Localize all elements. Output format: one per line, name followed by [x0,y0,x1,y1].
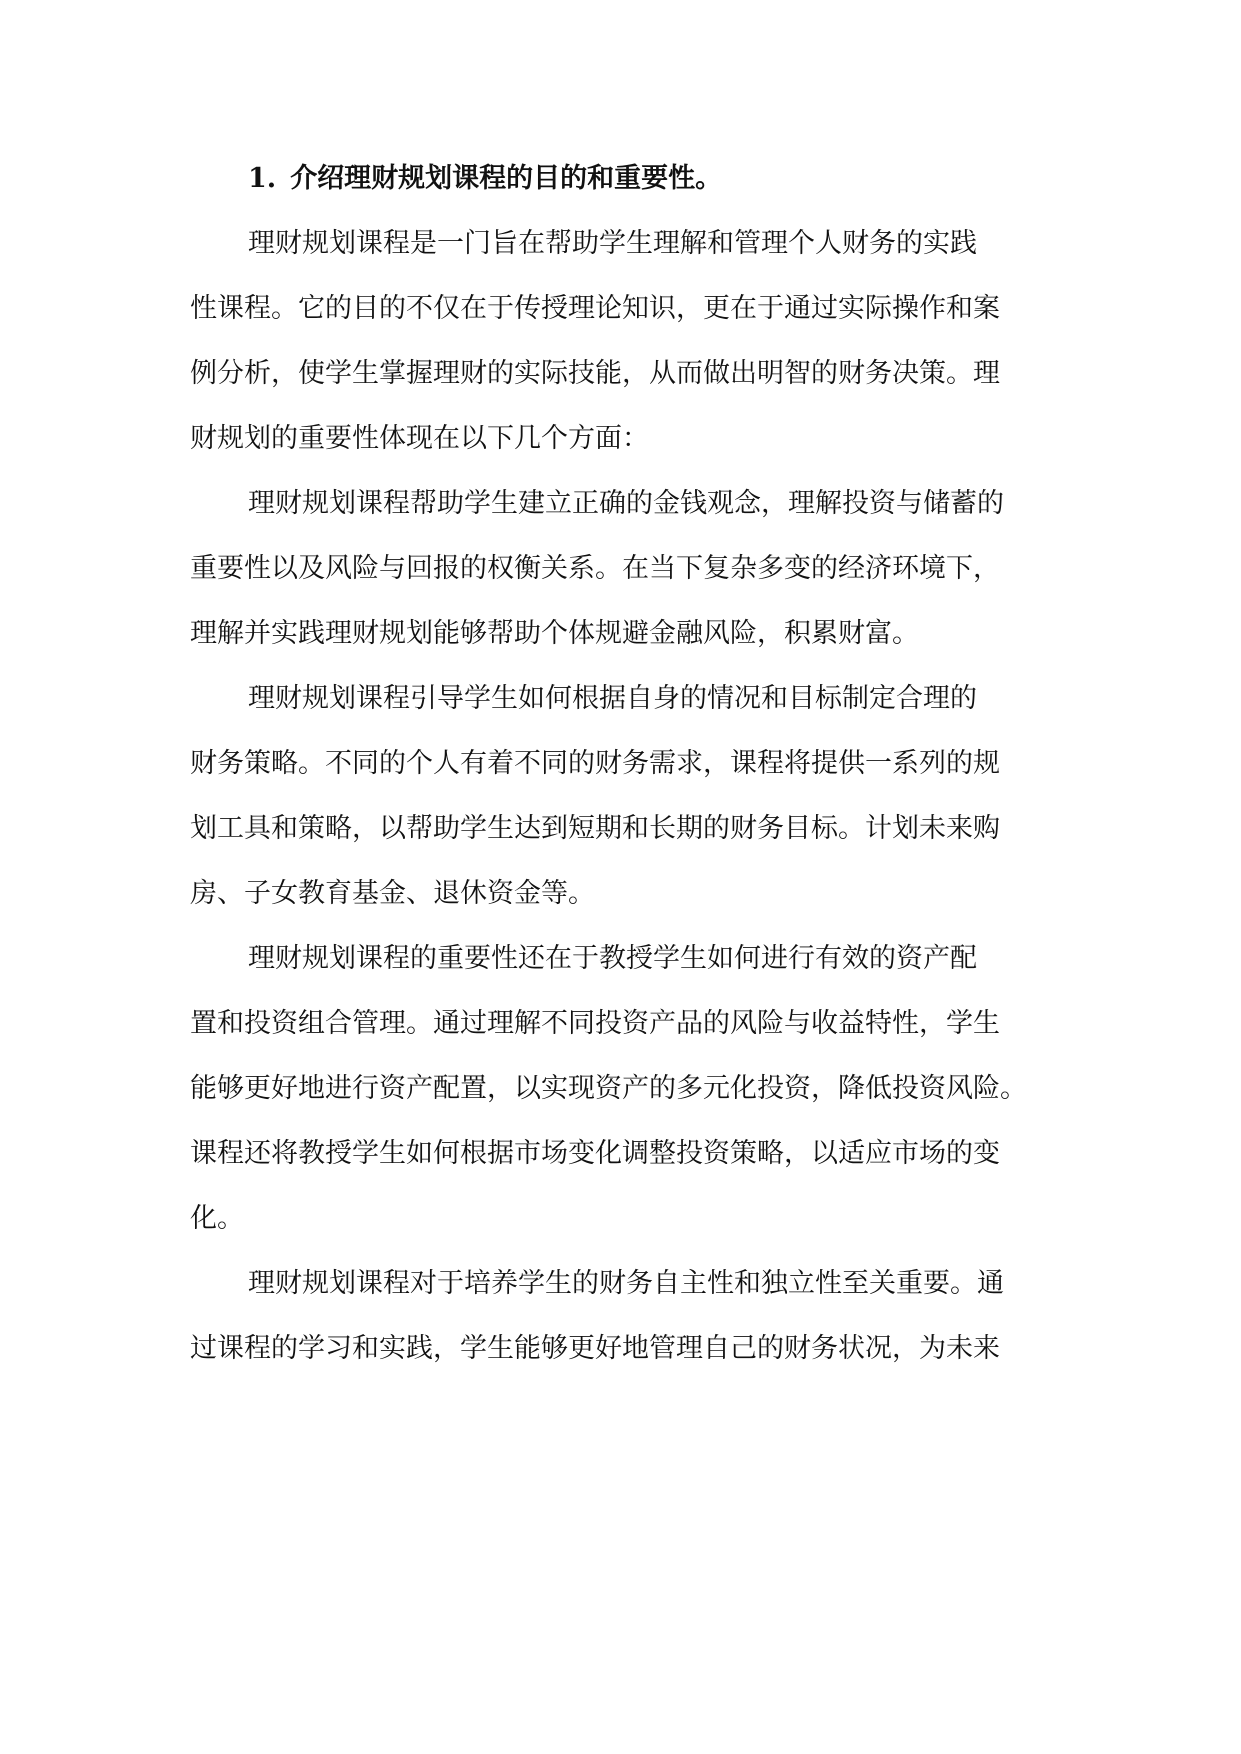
paragraph-line: 理解并实践理财规划能够帮助个体规避金融风险，积累财富。 [190,618,919,649]
paragraph-line: 房、子女教育基金、退休资金等。 [190,878,595,909]
section-number: 1. [248,163,277,194]
paragraph [190,926,1056,1251]
paragraph-line: 理财规划课程的重要性还在于教授学生如何进行有效的资产配 [248,943,977,974]
paragraph-line: 划工具和策略，以帮助学生达到短期和长期的财务目标。计划未来购 [190,813,1000,844]
paragraph [190,471,1056,666]
paragraph-line: 化。 [190,1203,244,1234]
paragraph-line: 财规划的重要性体现在以下几个方面： [190,423,649,454]
paragraph-line: 过课程的学习和实践，学生能够更好地管理自己的财务状况，为未来 [190,1333,1000,1364]
paragraph-line: 例分析，使学生掌握理财的实际技能，从而做出明智的财务决策。理 [190,358,1000,389]
paragraph [190,1251,1056,1381]
document-body [190,146,1056,1381]
paragraph-line: 置和投资组合管理。通过理解不同投资产品的风险与收益特性，学生 [190,1008,1000,1039]
paragraph-line: 理财规划课程帮助学生建立正确的金钱观念，理解投资与储蓄的 [248,488,1004,519]
paragraph-line: 财务策略。不同的个人有着不同的财务需求，课程将提供一系列的规 [190,748,1000,779]
paragraph [190,211,1056,471]
paragraph-line: 理财规划课程引导学生如何根据自身的情况和目标制定合理的 [248,683,977,714]
paragraph-line: 课程还将教授学生如何根据市场变化调整投资策略，以适应市场的变 [190,1138,1000,1169]
paragraph-line: 性课程。它的目的不仅在于传授理论知识，更在于通过实际操作和案 [190,293,1000,324]
paragraph-line: 理财规划课程是一门旨在帮助学生理解和管理个人财务的实践 [248,228,977,259]
paragraph-line: 理财规划课程对于培养学生的财务自主性和独立性至关重要。通 [248,1268,1004,1299]
section-heading [248,146,1056,211]
paragraph [190,666,1056,926]
section-title: 介绍理财规划课程的目的和重要性。 [290,163,723,194]
paragraph-line: 重要性以及风险与回报的权衡关系。在当下复杂多变的经济环境下， [190,553,1000,584]
paragraph-line: 能够更好地进行资产配置，以实现资产的多元化投资，降低投资风险。 [190,1073,1027,1104]
